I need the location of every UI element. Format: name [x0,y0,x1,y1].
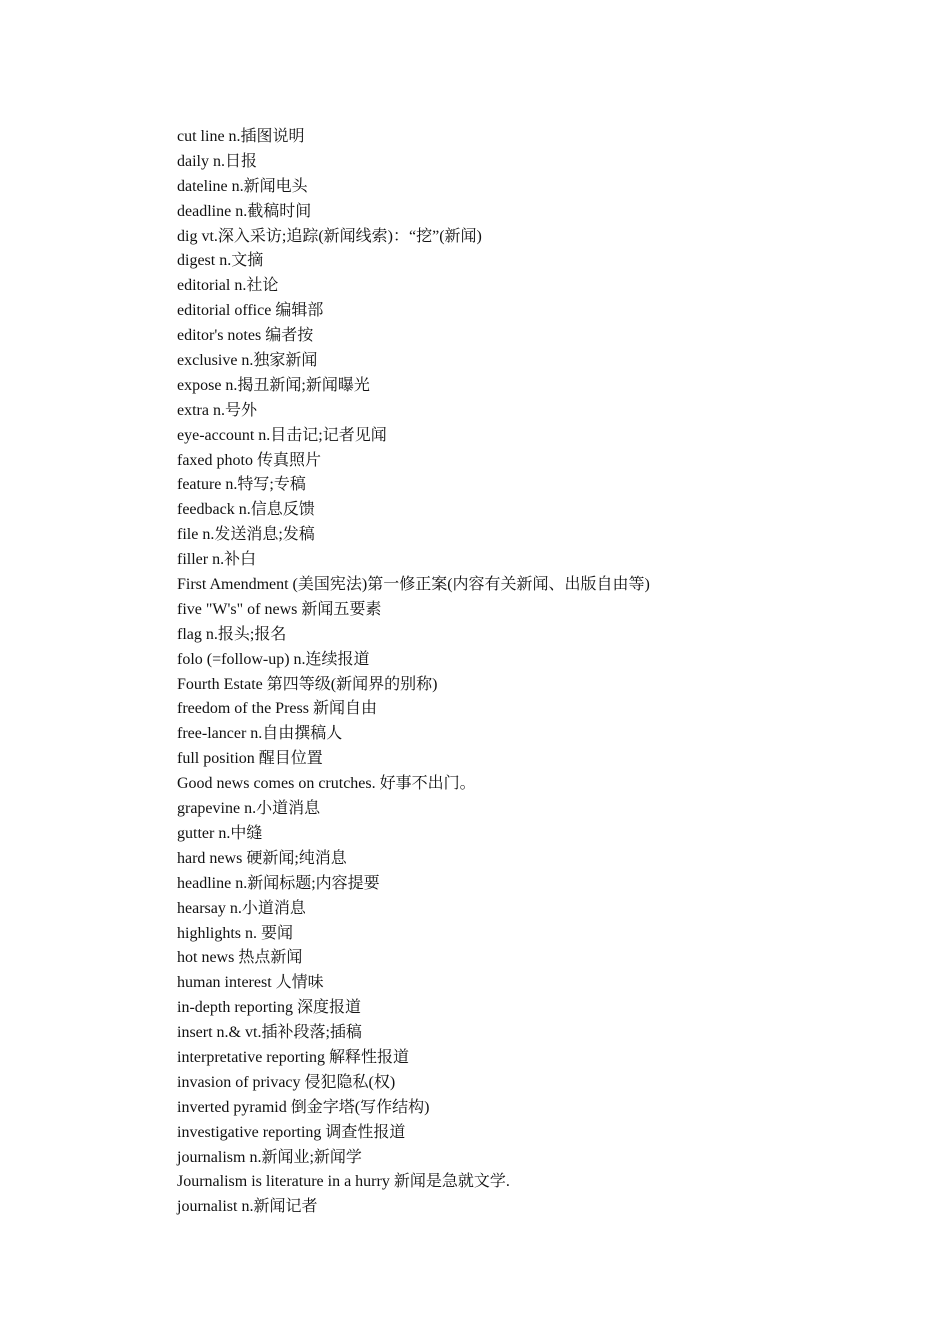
glossary-entry: feedback n.信息反馈 [177,501,315,519]
glossary-entry: feature n.特写;专稿 [177,476,306,494]
glossary-entry: eye-account n.目击记;记者见闻 [177,426,387,444]
glossary-entry: investigative reporting 调查性报道 [177,1123,406,1141]
glossary-entry: full position 醒目位置 [177,750,323,768]
glossary-entry: folo (=follow-up) n.连续报道 [177,650,370,668]
glossary-entry: file n.发送消息;发稿 [177,526,315,544]
glossary-entry: free-lancer n.自由撰稿人 [177,725,343,743]
glossary-entry: editor's notes 编者按 [177,327,314,345]
glossary-entry: invasion of privacy 侵犯隐私(权) [177,1073,396,1091]
glossary-entry: faxed photo 传真照片 [177,451,321,469]
glossary-entry: flag n.报头;报名 [177,625,287,643]
glossary-entry: journalist n.新闻记者 [177,1198,318,1216]
glossary-list [177,125,650,1220]
glossary-entry: freedom of the Press 新闻自由 [177,700,377,718]
glossary-entry: insert n.& vt.插补段落;插稿 [177,1024,362,1042]
glossary-entry: hard news 硬新闻;纯消息 [177,849,347,867]
glossary-entry: cut line n.插图说明 [177,128,305,145]
glossary-entry: filler n.补白 [177,551,257,569]
glossary-entry: editorial office 编辑部 [177,302,324,320]
glossary-entry: expose n.揭丑新闻;新闻曝光 [177,376,370,394]
glossary-entry: journalism n.新闻业;新闻学 [177,1148,362,1166]
glossary-entry: Fourth Estate 第四等级(新闻界的别称) [177,675,438,693]
glossary-entry: human interest 人情味 [177,974,324,992]
glossary-entry: Good news comes on crutches. 好事不出门。 [177,775,476,793]
glossary-entry: dateline n.新闻电头 [177,177,308,195]
glossary-entry: hearsay n.小道消息 [177,899,306,917]
glossary-entry: extra n.号外 [177,401,257,419]
glossary-entry: five "W's" of news 新闻五要素 [177,600,382,618]
glossary-entry: grapevine n.小道消息 [177,800,321,818]
glossary-entry: hot news 热点新闻 [177,949,303,967]
glossary-entry: daily n.日报 [177,152,257,170]
glossary-entry: inverted pyramid 倒金字塔(写作结构) [177,1098,430,1116]
glossary-entry: highlights n. 要闻 [177,924,294,942]
glossary-entry: interpretative reporting 解释性报道 [177,1048,409,1066]
glossary-entry: First Amendment (美国宪法)第一修正案(内容有关新闻、出版自由等) [177,576,650,594]
glossary-entry: dig vt.深入采访;追踪(新闻线索)：“挖”(新闻) [177,227,482,245]
glossary-entry: headline n.新闻标题;内容提要 [177,874,380,892]
glossary-entry: in-depth reporting 深度报道 [177,999,361,1017]
glossary-entry: Journalism is literature in a hurry 新闻是急就文学. [177,1173,510,1191]
glossary-entry: digest n.文摘 [177,252,264,270]
glossary-entry: deadline n.截稿时间 [177,202,312,220]
glossary-entry: exclusive n.独家新闻 [177,352,318,370]
glossary-entry: gutter n.中缝 [177,824,263,842]
glossary-entry: editorial n.社论 [177,277,279,295]
